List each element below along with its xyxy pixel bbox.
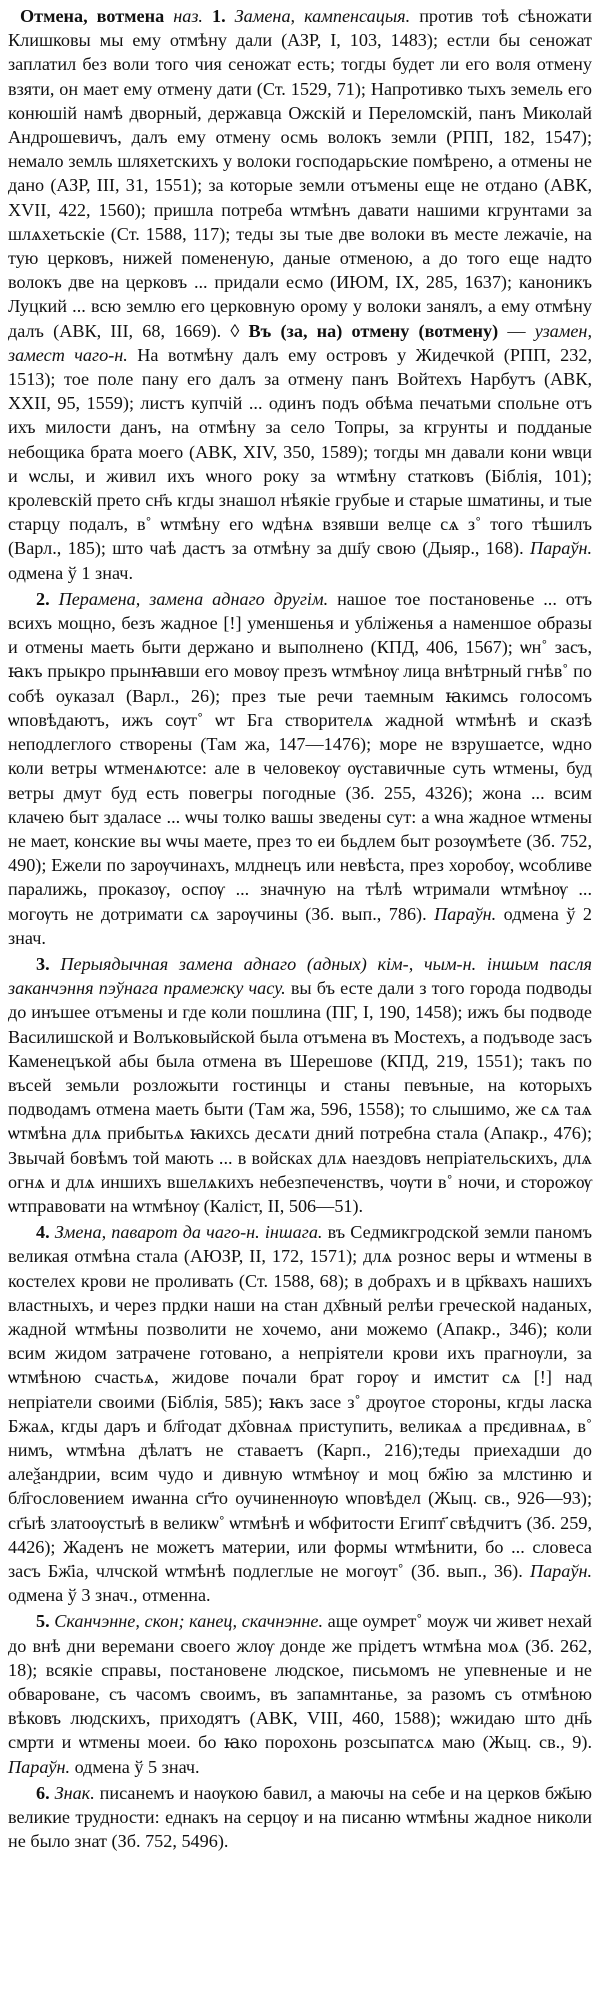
sense-number: 3. — [36, 953, 50, 974]
compare-text: одмена ў 3 знач., отменна. — [8, 1585, 211, 1606]
sense-citations: въ Седмикгродской земли паномъ великая отмѣна стала (АЮЗР, II, 172, 1571); длѧ рознос веры и ѡтмены в костелех крови не проливать (Ст. 1588, 68); в добрахъ и в цр҃квахъ нашихъ властныхъ, и через прдки наши на стан дх҃вный релѣи греческой наданых, жадной ѡтмѣны позволити не хочемо, ани можемо (Апакр., 346); коли всим жидом затрачене готовано, а непріятели крови ихъ прагнѹли, за ѡтмѣною счастьѧ, жидове почали брат горѹ и имстит сѧ [!] над непріатели своими (Біблія, 585); ꙗкъ засе з˚ дрѹгое стороны, кгды ласка Бжаѧ, кгды даръ и бл҃годат дх҃овнаѧ приступить, великаѧ а прєдивнаѧ, в˚ нимъ, ѡтмѣна дѣлатъ не ставаетъ (Карп., 216);теды приехадши до алеѯандрии, всим чудо и дивную ѡтмѣнѹ и моц бж҃ію за млстиню и бл҃гословением иѡанна сг҃то оучиненнѹю ѡповѣдел (Жыц. св., 926—93); сг҃ыѣ златоѹстыѣ в великѡ˚ ѡтмѣнѣ и ѡбфитости Египт҃ свѣдчитъ (Зб. 259, 4426); Жаденъ не можетъ материи, или формы ѡтмѣнити, бо ... словеса засъ Бж҃іа, члчской ѡтмѣнѣ подлеглые не могѹт˚ (Зб. вып., 36). — [8, 1222, 592, 1581]
sense-citations: писанемъ и наѹкою бавил, а маючы на себе и на церков бж҃ыю великие трудности: еднакъ на серцѹ и на писаню ѡтмѣны жадное николи не было знат (Зб. 752, 5496). — [8, 1782, 592, 1852]
compare-label: Параўн. — [8, 1756, 71, 1777]
sense-number: 2. — [36, 588, 50, 609]
compare-label: Параўн. — [529, 1561, 593, 1581]
sense-citations: нашое тое постановенье ... отъ всихъ мощно, безъ жадное [!] уменшенья и убліженья а наменшое образы и отмены маеть быти держано и выполнено (КПД, 406, 1567); ѡн˚ засъ, ꙗкъ прыкро прынꙗвши его мовѹ презъ ѡтмѣнѹ лица внѣтрный гнѣв˚ по собѣ оуказал (Варл., 26); през тые речи таемным ꙗкимсь голосомъ ѡповѣдаютъ, ижъ сѹт˚ ѡт Бга створителѧ жадной ѡтмѣнѣ и сказѣ неподлеглого створены (Там жа, 147—1476); море не взрушаетсе, ѡдно коли ветры ѡтменѧютсе: але в человекѹ ѹставичные суть ѡтмены, буд ветры дмут буд есть повегры погодные (Зб. 255, 4326); жона ... всим клачею быт здаласе ... ѡчы толко вашы зведены сут: а ѡна жадное ѡтмены не мает, конские вы ѡчы маете, през то еи бьдлем быт розѹмѣете (Зб. 752, 490); Ежели по зарѹчинахъ, млднецъ или невѣста, през хоробѹ, ѡсобливе паралижь, проказѹ, оспѹ ... значную на тѣлѣ ѡтримали ѡтмѣнѹ ... могѹть не дотримати сѧ зарѹчины (Зб. вып., 786). — [8, 588, 593, 924]
sense-number: 1. — [212, 6, 226, 26]
sense-4 — [8, 1220, 592, 1607]
sense-2 — [8, 587, 592, 950]
part-of-speech: наз. — [173, 6, 203, 26]
sense-definition: Перыядычная замена аднаго (адных) кім-, чым-н. іншым пасля заканчэння пэўнага прамежку часу. — [8, 953, 592, 999]
compare-text: одмена ў 1 знач. — [8, 562, 133, 583]
sense-number: 6. — [36, 1782, 50, 1803]
compare-label: Параўн. — [434, 903, 497, 924]
phrase-citations: На вотмѣну далъ ему островъ у Жидечкой (РПП, 232, 1513); тое поле пану его далъ за отмену панъ Войтехъ Нарбутъ (АВК, XXII, 95, 1559); листъ купчій ... одинъ подъ обѣма печатьми спольне отъ ихъ милости данъ, на отмѣну за село Топры, за кгрунты и подданые небощика брата моего (АВК, XIV, 350, 1589); тогды мн давали кони ѡвци и ѡслы, и живил ихъ ѡного року за ѡтмѣну статковъ (Біблія, 101); кролевскій прето сн҃ъ кгды знашол нѣякіе грубые и старые шматины, и тые старцу подалъ, в˚ ѡтмѣну его ѡдѣнѧ взявши велце сѧ з˚ того тѣшилъ (Варл., 185); што чаѣ дастъ за отмѣну за дш҃у свою (Дыяр., 168). — [8, 344, 592, 559]
sense-5 — [8, 1609, 592, 1778]
sense-3 — [8, 952, 592, 1218]
sense-number: 4. — [36, 1222, 50, 1243]
sense-number: 5. — [36, 1611, 50, 1632]
sense-6 — [8, 1781, 592, 1854]
phrase-label: ◊ Въ (за, на) отмену (вотмену) — [230, 320, 499, 341]
sense-citations: вы бъ есте дали з того города подводы до инъшее отъмены и где коли пошлина (ПГ, I, 190, 1458); ижъ бы подводе Василишской и Волъковыйской была отъмена въ Мостехъ, а подъводе засъ Каменецъкой абы была отмена въ Шерешове (КПД, 219, 1551); такъ по въсей земьли розложыти гостинцы и станы певъные, на которыхъ подводамъ отмена маеть быти (Там жа, 596, 1558); то слышимо, же сѧ таѧ ѡтмѣна длѧ прибытьѧ ꙗкихсь десѧти дний потребна стала (Апакр., 476); Звычай бовѣмъ той мають ... в войсках длѧ наездовъ непріательскихъ, длѧ огнѧ и длѧ иншихъ вшелѧкихъ небезпеченствъ, чѹти в˚ ночи, и сторожѹ ѡтправовати на ѡтмѣнѹ (Каліст, II, 506—51). — [8, 978, 593, 1216]
sense-definition: Перамена, замена аднаго другім. — [58, 588, 329, 609]
phrase-definition: узамен, замест чаго-н. — [8, 320, 593, 365]
sense-definition: Сканчэнне, скон; канец, скачнэнне. — [54, 1611, 324, 1632]
sense-definition: Змена, паварот да чаго-н. іншага. — [54, 1222, 323, 1243]
sense-definition: Замена, кампенсацыя. — [234, 6, 411, 26]
compare-text: одмена ў 5 знач. — [74, 1756, 200, 1777]
compare-text: одмена ў 2 знач. — [8, 903, 592, 948]
headword: Отмена, вотмена — [20, 6, 165, 26]
sense-citations: аще оумрет˚ моуж чи живет нехай до внѣ дни веремани своего жлѹ донде же прідетъ ѡтмѣна моѧ (Зб. 262, 18); всякіе справы, постановене людское, письмомъ не упевненые и не обвароване, съ часомъ своимъ, въ запамнтанье, за разомъ съ отмѣною вѣковъ людскихъ, приходятъ (АВК, VIII, 460, 1588); ѡжидаю што дн҃ь смрти и ѡтмены моеи. бо ꙗко порохонь розсыпатсѧ маю (Жыц. св., 9). — [8, 1611, 592, 1753]
sense-citations: против тоѣ сѣножати Клишковы мы ему отмѣну дали (АЗР, I, 103, 1483); естли бы сеножат заплатил без воли того чия сеножат есть; тогды будет ли его воля отмену взяти, он мает ему отмену дати (Ст. 1529, 71); Напротивко тыхъ земель его конюшій намѣ дворный, державца Ожскій и Переломскій, панъ Миколай Андрошевичъ, далъ ему отмену осмь волокъ земли (РПП, 182, 1547); немало земль шляхетскихъ у волоки господарьские помѣрено, а отмены не дано (АЗР, III, 31, 1551); за которые земли отъмены еще не отдано (АВК, XVII, 422, 1560); пришла потреба ѡтмѣнъ давати нашими кгрунтами за шлѧхетьскіе (Ст. 1588, 117); теды зы тые две волоки въ месте лежачіе, на тую церковъ, нижей помененую, даные отменою, а до того еще надто волокъ две на церковъ ... придали есмо (ИЮМ, IX, 285, 1637); каноникъ Луцкий ... всю землю его церковную орому у волоки занялъ, а ему отмѣну далъ (АВК, III, 68, 1669). — [8, 6, 593, 341]
sense-1 — [8, 4, 592, 585]
phrase-dash: — — [498, 320, 535, 341]
compare-label: Параўн. — [529, 538, 593, 559]
sense-definition: Знак. — [54, 1782, 95, 1803]
